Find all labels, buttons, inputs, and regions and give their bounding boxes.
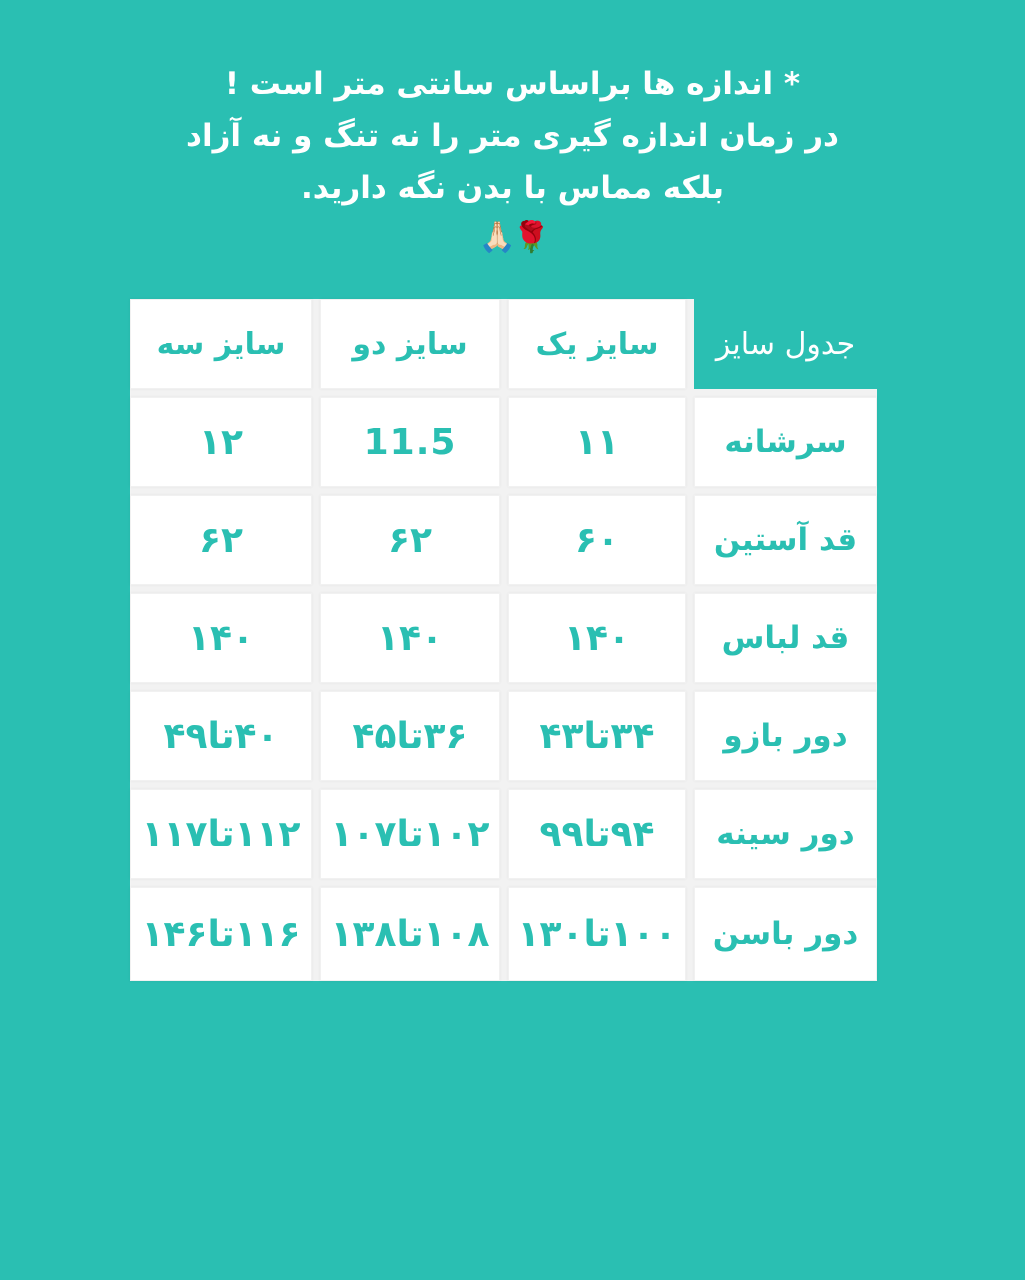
row-divider	[130, 683, 877, 691]
header-size-2: سایز دو	[320, 299, 500, 389]
row-label-sleeve-length: قد آستین	[694, 495, 877, 585]
table-cell: ۱۴۰	[130, 593, 312, 683]
praying-hands-icon: 🙏🏻	[478, 220, 516, 255]
notice-line-3: بلکه مماس با بدن نگه دارید.	[301, 170, 724, 206]
measurement-notice	[0, 58, 1025, 262]
table-cell: ۱۲	[130, 397, 312, 487]
table-cell: 11.5	[320, 397, 500, 487]
row-divider	[130, 585, 877, 593]
header-size-3: سایز سه	[130, 299, 312, 389]
table-cell: ۱۰۰تا۱۳۰	[508, 887, 686, 981]
row-label-chest-circumference: دور سینه	[694, 789, 877, 879]
table-cell: ۱۴۰	[320, 593, 500, 683]
row-divider	[130, 781, 877, 789]
notice-line-2: در زمان اندازه گیری متر را نه تنگ و نه آزاد	[186, 118, 839, 154]
header-size-1: سایز یک	[508, 299, 686, 389]
row-label-hip-circumference: دور باسن	[694, 887, 877, 981]
row-label-shoulder: سرشانه	[694, 397, 877, 487]
row-divider	[130, 879, 877, 887]
table-cell: ۱۴۰	[508, 593, 686, 683]
table-cell: ۱۱	[508, 397, 686, 487]
table-cell: ۶۰	[508, 495, 686, 585]
notice-emojis	[0, 214, 1025, 262]
table-cell: ۹۴تا۹۹	[508, 789, 686, 879]
size-table	[130, 299, 877, 981]
table-cell: ۳۶تا۴۵	[320, 691, 500, 781]
table-cell: ۶۲	[130, 495, 312, 585]
table-cell: ۱۰۸تا۱۳۸	[320, 887, 500, 981]
row-divider	[130, 487, 877, 495]
table-title: جدول سایز	[715, 326, 856, 362]
table-cell: ۱۱۲تا۱۱۷	[130, 789, 312, 879]
table-cell: ۴۰تا۴۹	[130, 691, 312, 781]
rose-icon: 🌹	[512, 220, 550, 255]
table-cell: ۱۰۲تا۱۰۷	[320, 789, 500, 879]
row-label-dress-length: قد لباس	[694, 593, 877, 683]
table-cell: ۱۱۶تا۱۴۶	[130, 887, 312, 981]
row-divider	[130, 389, 877, 397]
table-cell: ۳۴تا۴۳	[508, 691, 686, 781]
table-cell: ۶۲	[320, 495, 500, 585]
notice-line-1: * اندازه ها براساس سانتی متر است !	[224, 66, 801, 102]
row-label-arm-circumference: دور بازو	[694, 691, 877, 781]
